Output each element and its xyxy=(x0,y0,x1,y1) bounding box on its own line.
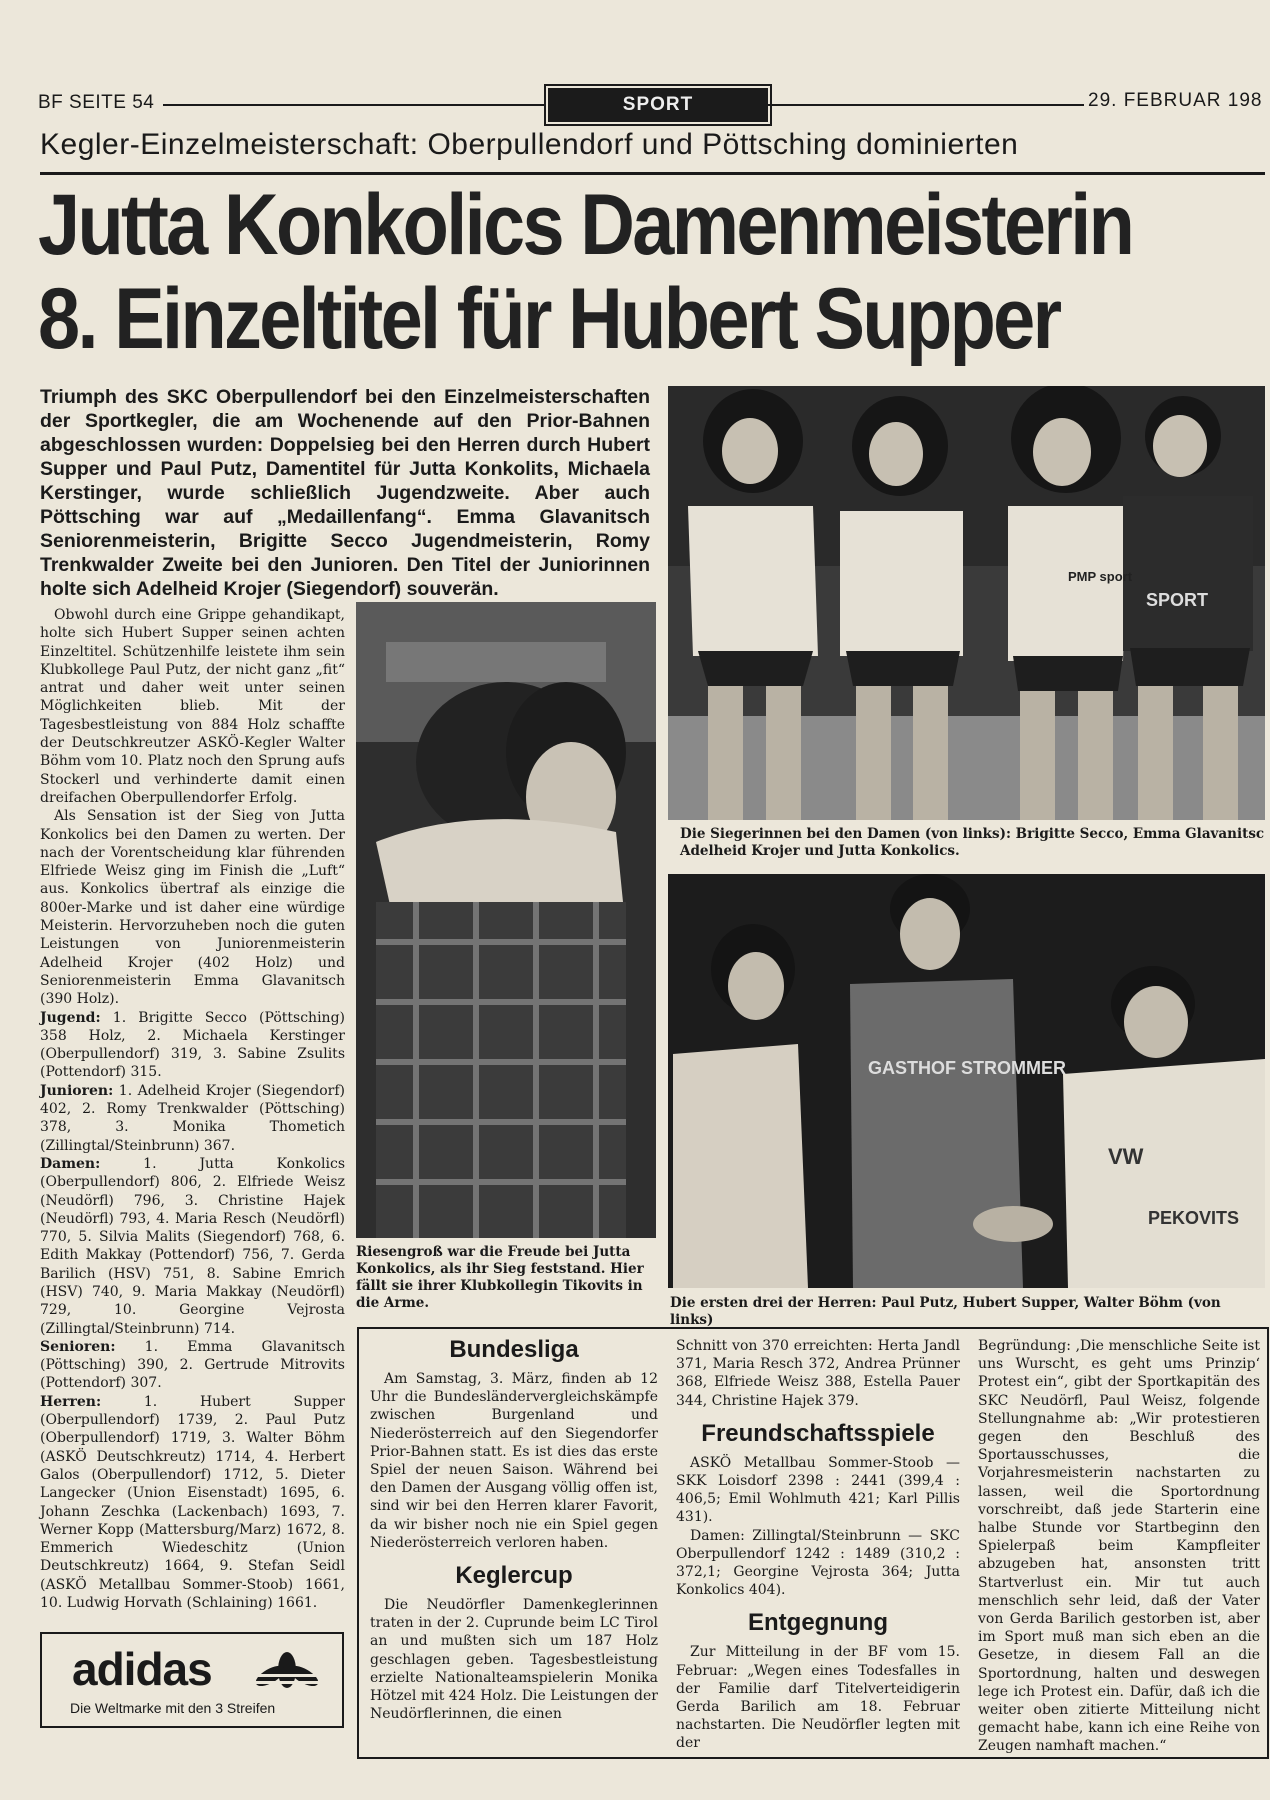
jersey-text: GASTHOF STROMMER xyxy=(868,1058,1066,1078)
results-herren: Herren: 1. Hubert Supper (Oberpullendorf) 1739, 2. Paul Putz (Oberpullendorf) 1719, 3. Walter Böhm (ASKÖ Deutschkreutz) 1714, 4. Herbert Galos (Oberpullendorf) 1712, 5. Dieter Langecker (Union Eisenstadt) 1695, 6. Johann Zeschka (Lackenbach) 1693, 7. Werner Kopp (Mattersburg/Marz) 1672, 8. Emmerich Wiedeschitz (Union Deutschkreutz) 1664, 9. Stefan Seidl (ASKÖ Metallbau Sommer-Stoob) 1661, 10. Ludwig Horvath (Schlaining) 1661. xyxy=(40,1393,345,1612)
photo-men-winners xyxy=(668,874,1265,1288)
kicker-rule xyxy=(40,172,1265,175)
body-paragraph: Als Sensation ist der Sieg von Jutta Konkolics bei den Damen zu werten. Der nach der Vorentscheidung klar führenden Elfriede Weisz ging im Finish die „Luft“ aus. Konkolics übertraf als einzige die 800er-Marke und ist daher eine würdige Meisterin. Hervorzuheben noch die guten Leistungen von Juniorenmeisterin Adelheid Krojer (402 Holz) und Seniorenmeisterin Emma Glavanitsch (390 Holz). xyxy=(40,808,345,1008)
caption-women: Die Siegerinnen bei den Damen (von links): Brigitte Secco, Emma Glavanitsc Adelheid Krojer und Jutta Konkolics. xyxy=(680,826,1265,859)
adidas-ad xyxy=(40,1632,344,1728)
lead-paragraph: Triumph des SKC Oberpullendorf bei den Einzelmeisterschaften der Sportkegler, die am Wochenende auf den Prior-Bahnen abgeschlossen wurden: Doppelsieg bei den Herren durch Hubert Supper und Paul Putz, Damentitel für Jutta Konkolits, Michaela Kerstinger, wurde schließlich Jugendzweite. Aber auch Pöttsching war auf „Medaillenfang“. Emma Glavanitsch Seniorenmeisterin, Brigitte Secco Jugendmeisterin, Romy Trenkwalder Zweite bei den Junioren. Den Titel der Juniorinnen holte sich Adelheid Krojer (Siegendorf) souverän. xyxy=(40,386,650,600)
page-number: BF SEITE 54 xyxy=(38,92,155,113)
photo-women-winners xyxy=(668,386,1265,820)
results-junioren: Junioren: 1. Adelheid Krojer (Siegendorf) 402, 2. Romy Trenkwalder (Pöttsching) 378, 3. Monika Thometich (Zillingtal/Steinbrunn) 367. xyxy=(40,1082,345,1154)
kicker: Kegler-Einzelmeisterschaft: Oberpullendorf und Pöttsching dominierten xyxy=(40,128,1019,161)
headline-main: Jutta Konkolics Damenmeisterin xyxy=(38,177,1133,273)
text-entgegnung-continued: Begründung: ‚Die menschliche Seite ist uns Wurscht, es geht ums Prinzip‘ Protest ein“, gibt der Sportkapitän des SKC Neudörfl, Paul Weisz, folgende Stellungnahme ab: „Wir protestieren gegen den Beschluß des Sportausschusses, die Vorjahresmeisterin nachstarten zu lassen, weil die Sportordnung vorschreibt, daß jede Starterin eine halbe Stunde vor Startbeginn den Spielerpaß beim Kampfleiter abzugeben hat, ansonsten tritt Startverlust ein. Mir tut auch menschlich sehr leid, daß der Vater von Gerda Barilich gestorben ist, aber im Sport muß man sich eben an die Gesetze, in diesem Fall an die Sportordnung, halten und deswegen lege ich Protest ein. Dafür, daß ich die weiter oben zitierte Mitteilung nicht gemacht habe, kann ich eine Reihe von Zeugen namhaft machen.“ xyxy=(978,1338,1260,1755)
caption-men: Die ersten drei der Herren: Paul Putz, Hubert Supper, Walter Böhm (von links) xyxy=(670,1295,1221,1328)
heading-entgegnung: Entgegnung xyxy=(748,1609,888,1637)
jersey-text: PMP sport xyxy=(1068,569,1133,584)
news-column-3 xyxy=(978,1337,1260,1756)
text-keglercup-continued: Schnitt von 370 erreichten: Herta Jandl 371, Maria Resch 372, Andrea Prünner 368, Elfriede Weisz 388, Estella Pauer 344, Christine Hajek 379. xyxy=(676,1338,960,1409)
ad-brand: adidas xyxy=(72,1643,212,1695)
ad-slogan: Die Weltmarke mit den 3 Streifen xyxy=(70,1700,276,1716)
header-rule-left xyxy=(163,104,548,106)
text-keglercup: Die Neudörfler Damenkeglerinnen traten in der 2. Cuprunde beim LC Tirol an und mußten sich um 187 Holz geschlagen geben. Tagesbestleistung erzielte Nationalteamspielerin Monika Hötzel mit 424 Holz. Die Leistungen der Neudörflerinnen, die einen xyxy=(370,1597,658,1723)
jersey-text: SPORT xyxy=(1146,590,1209,610)
results-damen: Damen: 1. Jutta Konkolics (Oberpullendorf) 806, 2. Elfriede Weisz (Neudörfl) 796, 3. Christine Hajek (Neudörfl) 793, 4. Maria Resch (Neudörfl) 770, 5. Silvia Malits (Siegendorf) 768, 6. Edith Makkay (Pottendorf) 756, 7. Gerda Barilich (HSV) 751, 8. Sabine Emrich (HSV) 740, 9. Maria Makkay (Neudörfl) 729, 10. Georgine Vejrosta (Zillingtal/Steinbrunn) 714. xyxy=(40,1155,345,1337)
heading-bundesliga: Bundesliga xyxy=(449,1336,579,1363)
body-paragraph: Obwohl durch eine Grippe gehandikapt, holte sich Hubert Supper seinen achten Einzeltitel. Schützenhilfe leistete ihm sein Klubkollege Paul Putz, der nicht ganz „fit“ antrat und daher weit unter seinen Möglichkeiten blieb. Mit der Tagesbestleistung von 884 Holz schaffte der Deutschkreutzer ASKÖ-Kegler Walter Böhm vom 10. Platz noch den Sprung aufs Stockerl und verhinderte damit einen dreifachen Oberpullendorfer Erfolg. xyxy=(40,607,345,806)
caption-hug: Riesengroß war die Freude bei Jutta Konkolics, als ihr Sieg feststand. Hier fällt sie ihrer Klubkollegin Tikovits in die Arme. xyxy=(356,1244,644,1311)
jersey-text: PEKOVITS xyxy=(1148,1208,1240,1228)
results-senioren: Senioren: 1. Emma Glavanitsch (Pöttsching) 390, 2. Gertrude Mitrovits (Pottendorf) 307. xyxy=(40,1338,345,1392)
news-column-2 xyxy=(676,1337,960,1753)
photo-hug xyxy=(356,602,656,1238)
text-entgegnung: Zur Mitteilung in der BF vom 15. Februar: „Wegen eines Todesfalles in der Familie darf Titelverteidigerin Gerda Barilich am 18. Februar nachstarten. Die Neudörfler legten mit der xyxy=(676,1644,960,1752)
header-rule-right xyxy=(766,104,1084,106)
results-jugend: Jugend: 1. Brigitte Secco (Pöttsching) 358 Holz, 2. Michaela Kerstinger (Oberpullendorf) 319, 3. Sabine Zsulits (Pottendorf) 315. xyxy=(40,1009,345,1081)
headline-second: 8. Einzeltitel für Hubert Supper xyxy=(38,271,1060,367)
issue-date: 29. FEBRUAR 198 xyxy=(1088,90,1263,111)
article-body xyxy=(40,606,345,1612)
heading-keglercup: Keglercup xyxy=(455,1562,573,1590)
trefoil-logo-icon xyxy=(252,1648,322,1692)
news-column-1 xyxy=(370,1336,658,1723)
heading-freundschaftsspiele: Freundschaftsspiele xyxy=(701,1419,935,1447)
text-freundschaftsspiele: ASKÖ Metallbau Sommer-Stoob — SKK Loisdorf 2398 : 2441 (399,4 : 406,5; Emil Wohlmuth 421; Karl Pillis 431). Damen: Zillingtal/Steinbrunn — SKC Oberpullendorf 1242 : 1489 (310,2 : 372,1; Georgine Vejrosta 364; Jutta Konkolics 404). xyxy=(676,1454,960,1599)
jersey-text: VW xyxy=(1108,1144,1144,1169)
text-bundesliga: Am Samstag, 3. März, finden ab 12 Uhr die Bundesländervergleichskämpfe zwischen Burgenland und Niederösterreich auf den Siegendorfer Prior-Bahnen statt. Es ist dies das erste Spiel der neuen Saison. Während bei den Damen der Ausgang völlig offen ist, sind wir bei den Herren klarer Favorit, da wir bisher noch nie ein Spiel gegen Niederösterreich verloren haben. xyxy=(370,1371,658,1551)
section-label: SPORT xyxy=(548,88,768,122)
